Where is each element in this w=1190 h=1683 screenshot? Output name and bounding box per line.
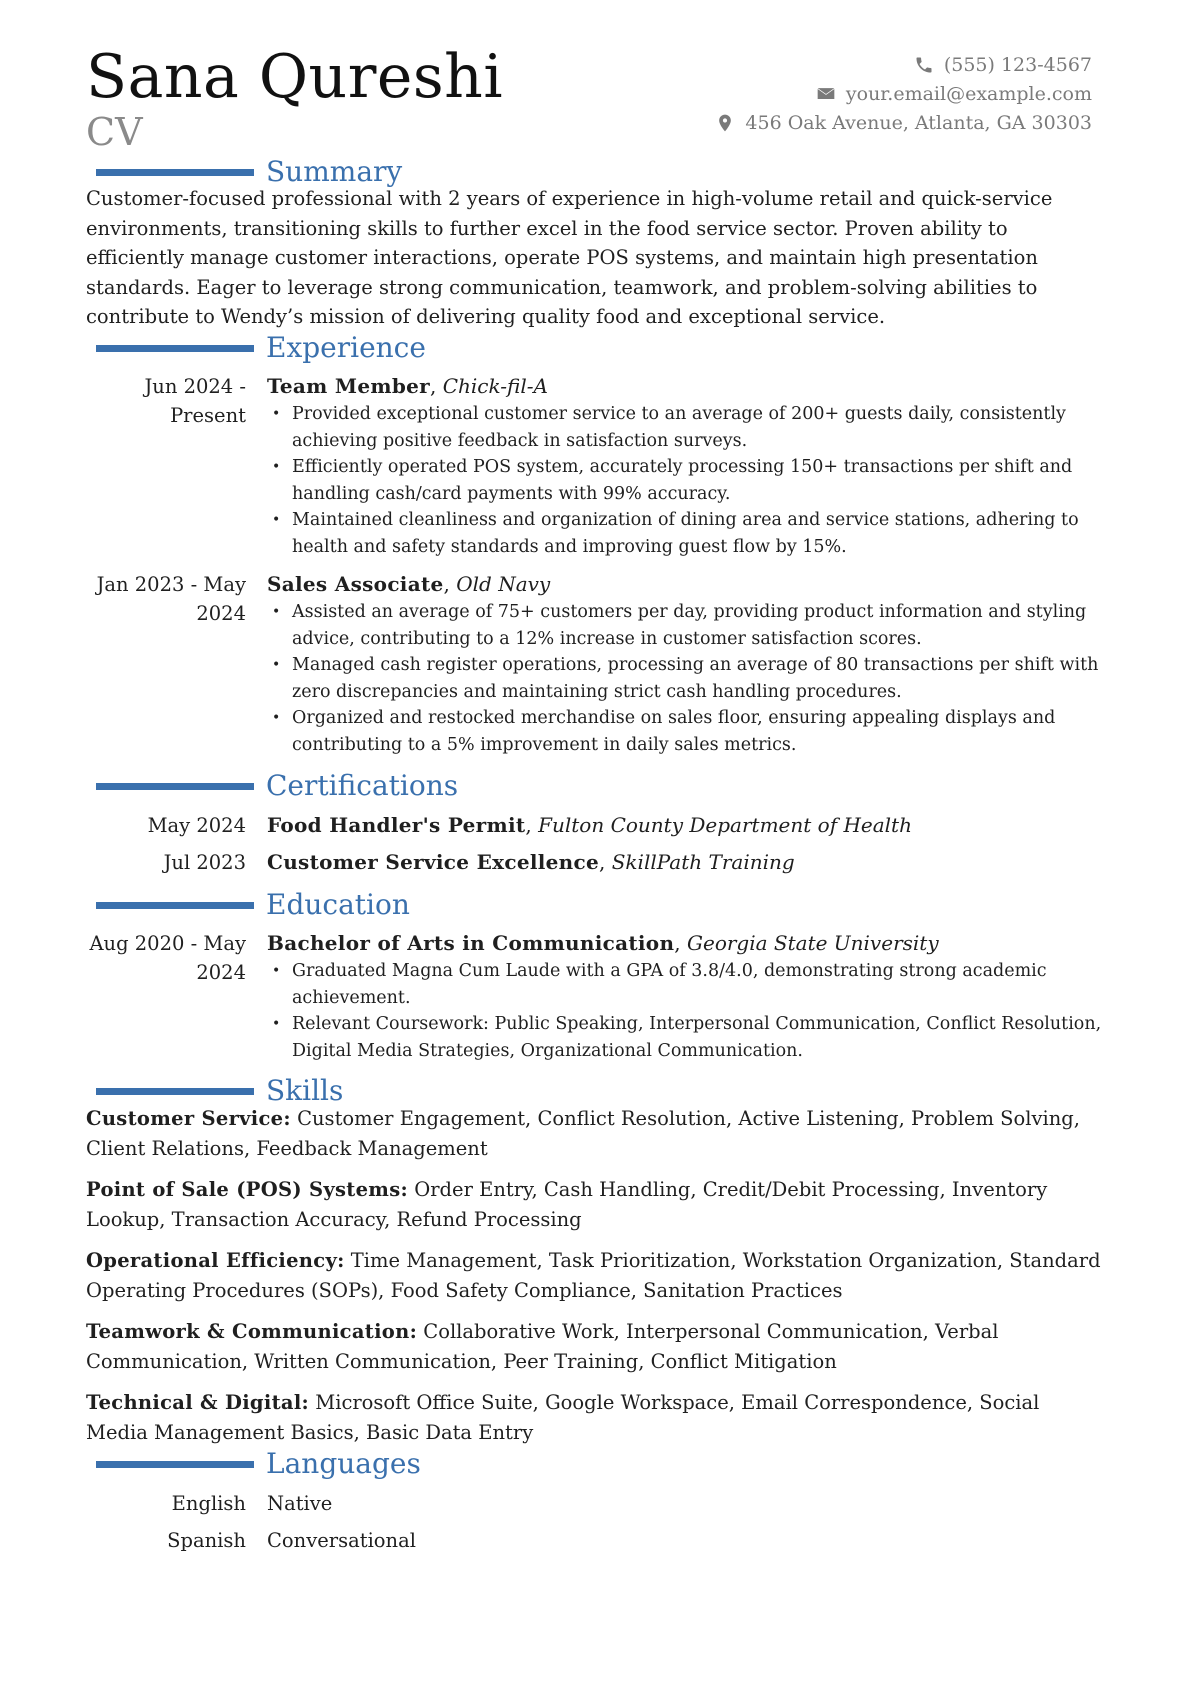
list-item: • Efficiently operated POS system, accurately processing 150+ transactions per shift and handling cash/card payments with 99% accuracy. [292,454,1113,507]
section-title: Languages [266,1447,421,1480]
experience-date: Jan 2023 - May 2024 [96,573,246,625]
skill-list: Order Entry, Cash Handling, Credit/Debit Processing, Inventory Lookup, Transaction Accuracy, Refund Processing [86,1178,1048,1231]
document-type: CV [86,110,143,154]
language-name: Spanish [167,1529,246,1552]
experience-title: Sales Associate, Old Navy [267,572,551,596]
experience-bullets [267,599,1113,758]
section-title: Summary [266,155,403,188]
section-title: Experience [266,331,426,364]
language-name: English [171,1492,246,1515]
street-address: 456 Oak Avenue, Atlanta, GA 30303 [745,112,1092,134]
section-bar [96,345,254,352]
skill-label: Customer Service: [86,1107,291,1130]
section-bar [96,1461,254,1468]
contact-phone [914,54,1092,76]
skill-group [86,1175,1106,1234]
section-title: Certifications [266,769,459,802]
skill-list: Time Management, Task Prioritization, Workstation Organization, Standard Operating Procedures (SOPs), Food Safety Compliance, Sanitation Practices [86,1249,1101,1302]
candidate-name: Sana Qureshi [86,42,504,112]
education-entry: Bachelor of Arts in Communication, Georgia State University • Graduated Magna Cum Laude with a GPA of 3.8/4.0, demonstrating strong academic achievement. • Relevant Coursework: Public Speaking, Interpersonal Communication, Conflict Resolution, Digital Media Strategies, Organizational Communication. [267,929,1113,1064]
summary-text: Customer-focused professional with 2 years of experience in high-volume retail and quick-service environments, transitioning skills to further excel in the food service sector. Proven ability to efficiently manage customer interactions, operate POS systems, and maintain high presentation standards. Eager to leverage strong communication, teamwork, and problem-solving abilities to contribute to Wendy’s mission of delivering quality food and exceptional service. [86,187,1053,328]
certification-name: Customer Service Excellence [267,850,600,874]
phone-number: (555) 123-4567 [943,54,1092,76]
phone-icon [914,55,934,75]
envelope-icon [816,84,836,104]
section-bar [96,783,254,790]
school: Georgia State University [687,931,939,955]
language-level: Conversational [267,1529,416,1552]
list-item: • Graduated Magna Cum Laude with a GPA of 3.8/4.0, demonstrating strong academic achievement. [292,958,1113,1011]
certification-issuer: Fulton County Department of Health [538,813,912,837]
job-role: Team Member [267,374,430,398]
education-bullets [267,958,1113,1064]
section-education-heading [96,889,410,921]
section-certifications-heading [96,770,458,802]
map-marker-icon [715,113,735,133]
skill-group [86,1104,1106,1163]
certification-date: May 2024 [147,814,246,837]
skill-label: Point of Sale (POS) Systems: [86,1178,409,1201]
skill-label: Operational Efficiency: [86,1249,345,1272]
section-bar [96,1088,254,1095]
job-role: Sales Associate [267,572,444,596]
employer: Old Navy [456,572,551,596]
employer: Chick-fil-A [442,374,548,398]
skill-group [86,1388,1106,1447]
contact-address [715,112,1092,134]
experience-date: Jun 2024 - Present [144,375,246,427]
section-bar [96,902,254,909]
list-item: • Assisted an average of 75+ customers per day, providing product information and styling advice, contributing to a 12% increase in customer satisfaction scores. [292,599,1113,652]
experience-entry [267,570,1113,758]
list-item: • Maintained cleanliness and organization of dining area and service stations, adhering to health and safety standards and improving guest flow by 15%. [292,507,1113,560]
section-skills-heading [96,1075,343,1107]
section-title: Skills [266,1074,344,1107]
section-languages-heading [96,1448,421,1480]
contact-email [816,83,1092,105]
skill-group [86,1317,1106,1376]
list-item: • Managed cash register operations, processing an average of 80 transactions per shift with zero discrepancies and maintaining strict cash handling procedures. [292,652,1113,705]
section-bar [96,169,254,176]
list-item: • Organized and restocked merchandise on sales floor, ensuring appealing displays and contributing to a 5% improvement in daily sales metrics. [292,705,1113,758]
skill-list: Collaborative Work, Interpersonal Communication, Verbal Communication, Written Communication, Peer Training, Conflict Mitigation [86,1320,999,1373]
skill-group [86,1246,1106,1305]
experience-title: Team Member, Chick-fil-A [267,374,548,398]
skill-list: Microsoft Office Suite, Google Workspace, Email Correspondence, Social Media Management Basics, Basic Data Entry [86,1391,1040,1444]
degree: Bachelor of Arts in Communication [267,931,675,955]
certification-entry: Food Handler's Permit, Fulton County Department of Health [267,813,912,837]
experience-entry [267,372,1113,560]
language-level: Native [267,1492,333,1515]
certification-issuer: SkillPath Training [611,850,795,874]
list-item: • Relevant Coursework: Public Speaking, Interpersonal Communication, Conflict Resolution, Digital Media Strategies, Organizational Communication. [292,1011,1113,1064]
skill-list: Customer Engagement, Conflict Resolution, Active Listening, Problem Solving, Client Relations, Feedback Management [86,1107,1080,1160]
email-address[interactable]: your.email@example.com [845,83,1092,105]
education-date: Aug 2020 - May 2024 [89,932,246,984]
section-experience-heading [96,332,426,364]
skill-label: Teamwork & Communication: [86,1320,418,1343]
list-item: • Provided exceptional customer service to an average of 200+ guests daily, consistently achieving positive feedback in satisfaction surveys. [292,401,1113,454]
skill-label: Technical & Digital: [86,1391,310,1414]
certification-name: Food Handler's Permit [267,813,526,837]
certification-date: Jul 2023 [163,851,246,874]
experience-bullets [267,401,1113,560]
certification-entry: Customer Service Excellence, SkillPath Training [267,850,795,874]
section-title: Education [266,888,410,921]
